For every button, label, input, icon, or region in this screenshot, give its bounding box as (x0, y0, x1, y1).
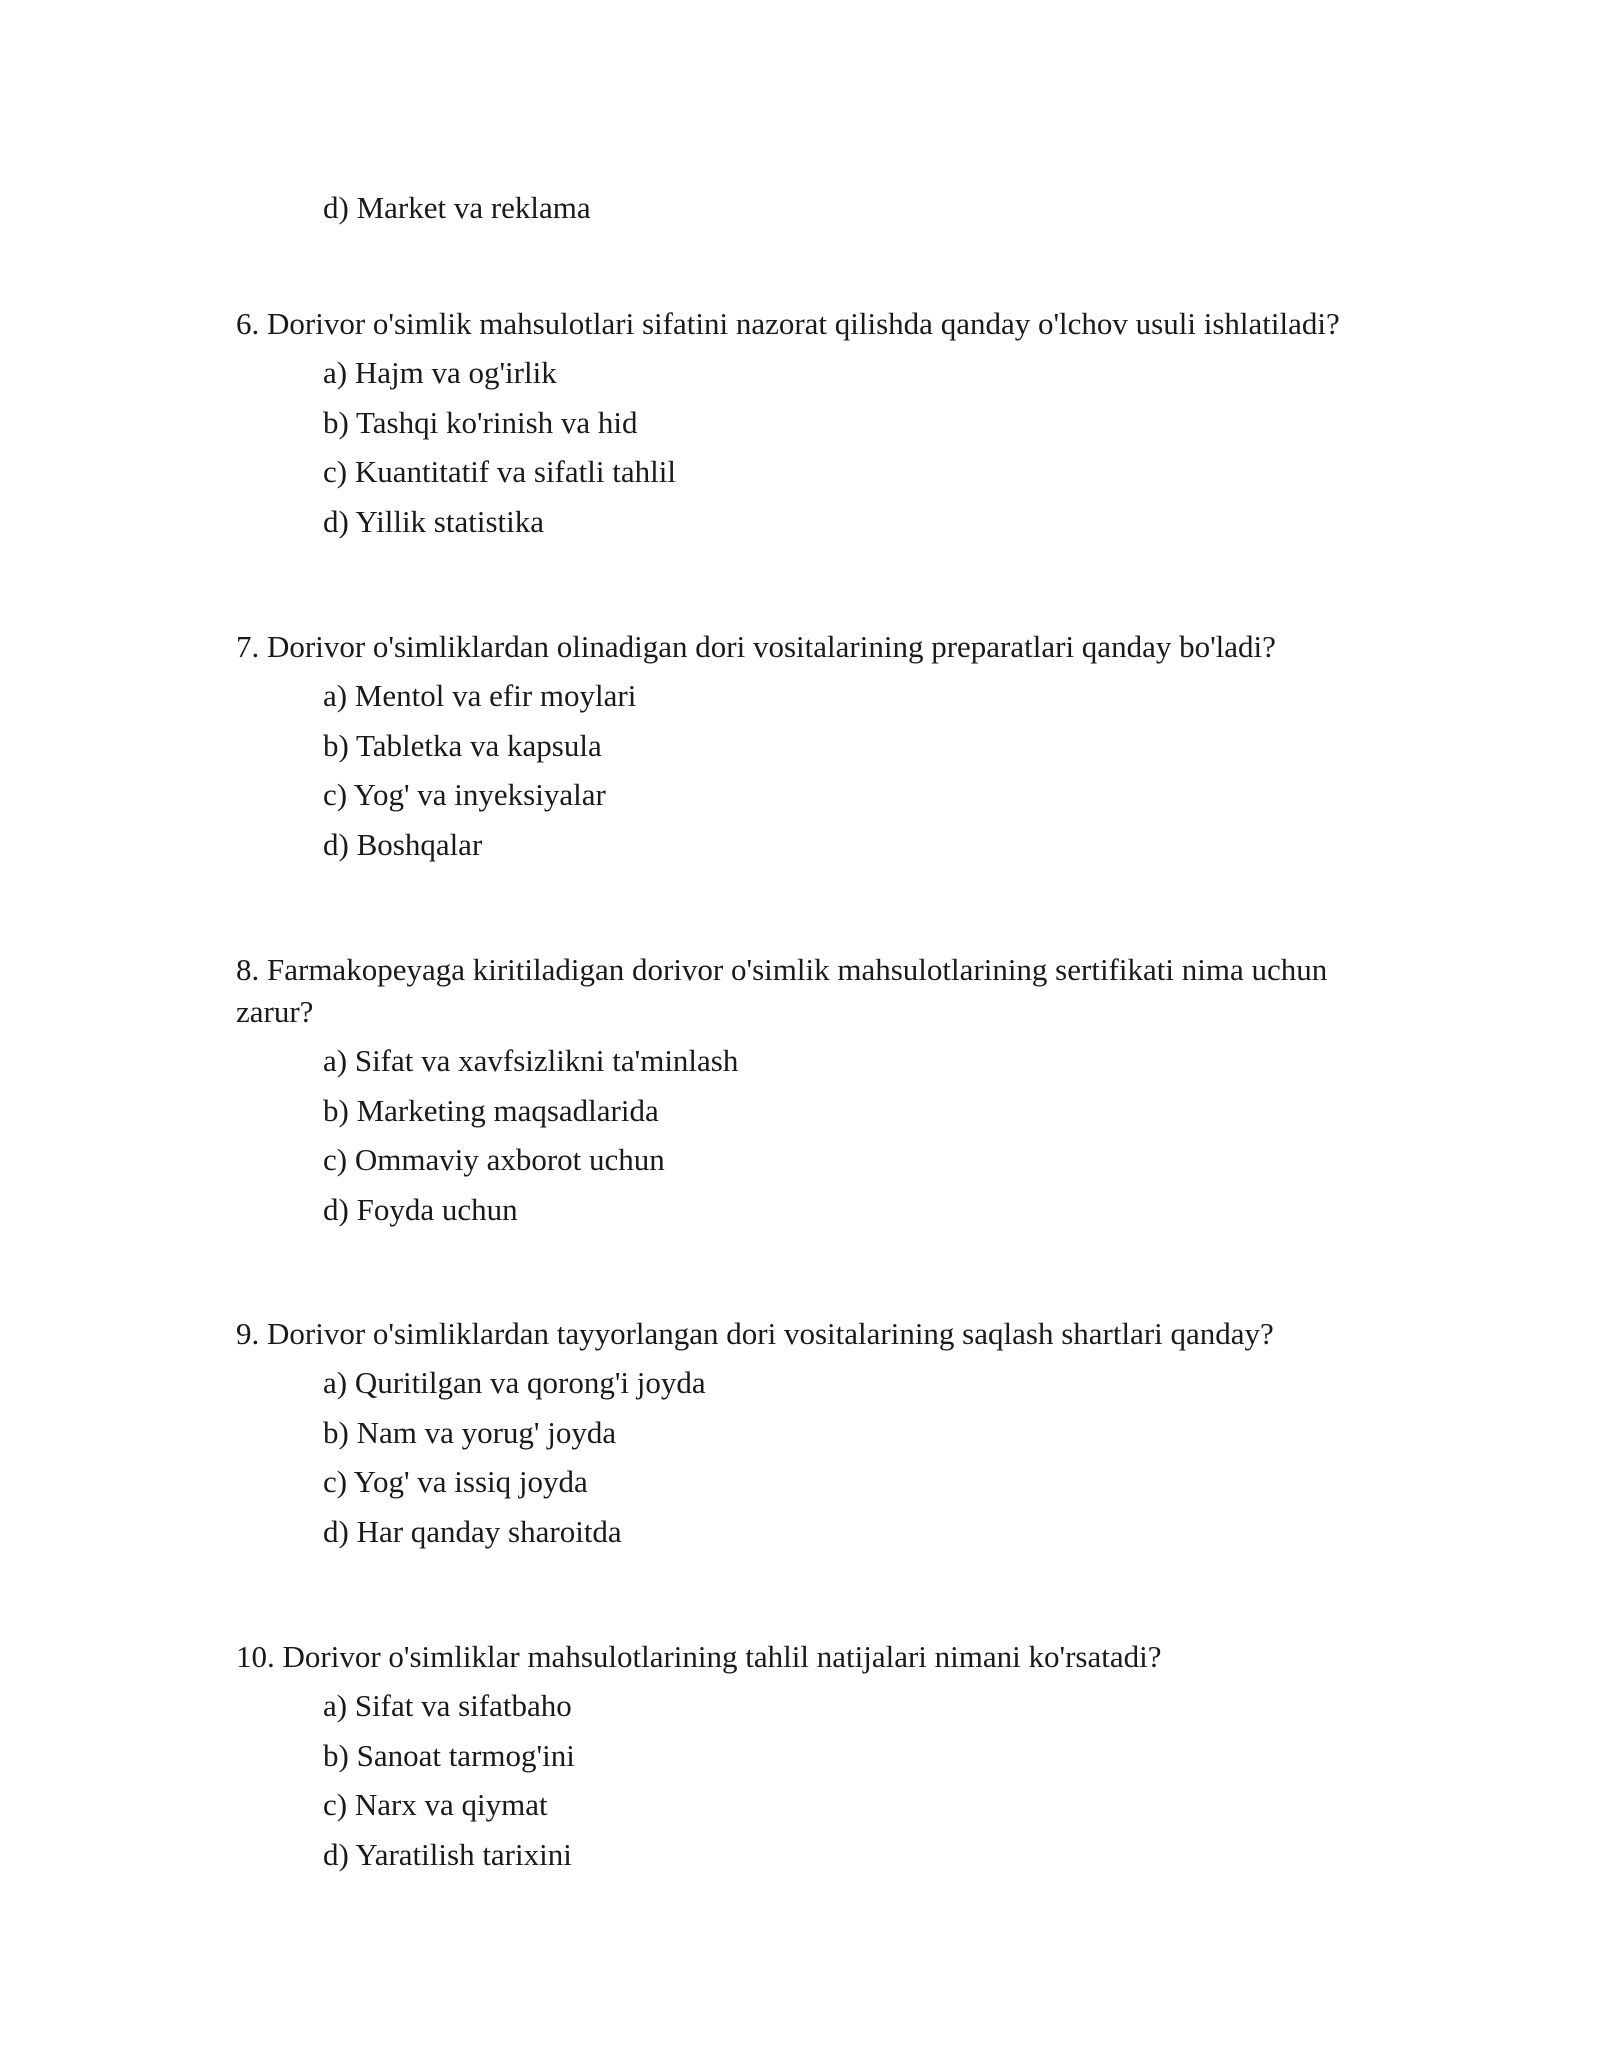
answer-options (236, 353, 1386, 551)
answer-option: d) Boshqalar (323, 826, 483, 862)
answer-option: d) Yaratilish tarixini (323, 1836, 572, 1872)
answer-option: a) Mentol va efir moylari (323, 678, 637, 713)
answer-options (236, 1363, 1386, 1561)
answer-option: a) Quritilgan va qorong'i joyda (323, 1365, 706, 1400)
answer-option: a) Hajm va og'irlik (323, 355, 557, 390)
answer-option: d) Foyda uchun (323, 1191, 518, 1227)
question-7 (236, 626, 1386, 874)
answer-option: a) Sifat va xavfsizlikni ta'minlash (323, 1043, 739, 1078)
question-text: 10. Dorivor o'simliklar mahsulotlarining tahlil natijalari nimani ko'rsatadi? (236, 1639, 1162, 1674)
answer-option: d) Har qanday sharoitda (323, 1513, 622, 1549)
answer-option: c) Yog' va issiq joyda (323, 1464, 588, 1499)
question-text: 6. Dorivor o'simlik mahsulotlari sifatini nazorat qilishda qanday o'lchov usuli ishlatiladi? (236, 306, 1340, 341)
question-text: 9. Dorivor o'simliklardan tayyorlangan dori vositalarining saqlash shartlari qanday? (236, 1316, 1274, 1351)
question-text: 8. Farmakopeyaga kiritiladigan dorivor o'simlik mahsulotlarining sertifikati nima uchun zarur? (236, 952, 1328, 1029)
answer-option: b) Marketing maqsadlarida (323, 1092, 659, 1128)
answer-option: d) Yillik statistika (323, 503, 545, 539)
question-text: 7. Dorivor o'simliklardan olinadigan dori vositalarining preparatlari qanday bo'ladi? (236, 629, 1276, 664)
answer-option: b) Sanoat tarmog'ini (323, 1737, 575, 1773)
answer-option: c) Ommaviy axborot uchun (323, 1142, 665, 1177)
answer-options (236, 1686, 1386, 1884)
question-10 (236, 1636, 1386, 1884)
answer-options (236, 676, 1386, 874)
answer-option: b) Nam va yorug' joyda (323, 1414, 617, 1450)
continuation-option: d) Market va reklama (323, 190, 591, 225)
answer-option: c) Kuantitatif va sifatli tahlil (323, 454, 676, 489)
question-9 (236, 1313, 1386, 1561)
answer-option: c) Narx va qiymat (323, 1787, 548, 1822)
question-6 (236, 303, 1386, 551)
answer-option: a) Sifat va sifatbaho (323, 1688, 572, 1723)
answer-option: b) Tabletka va kapsula (323, 727, 602, 763)
answer-options (236, 1041, 1386, 1239)
question-8 (236, 949, 1386, 1239)
answer-option: c) Yog' va inyeksiyalar (323, 777, 606, 812)
answer-option: b) Tashqi ko'rinish va hid (323, 404, 638, 440)
